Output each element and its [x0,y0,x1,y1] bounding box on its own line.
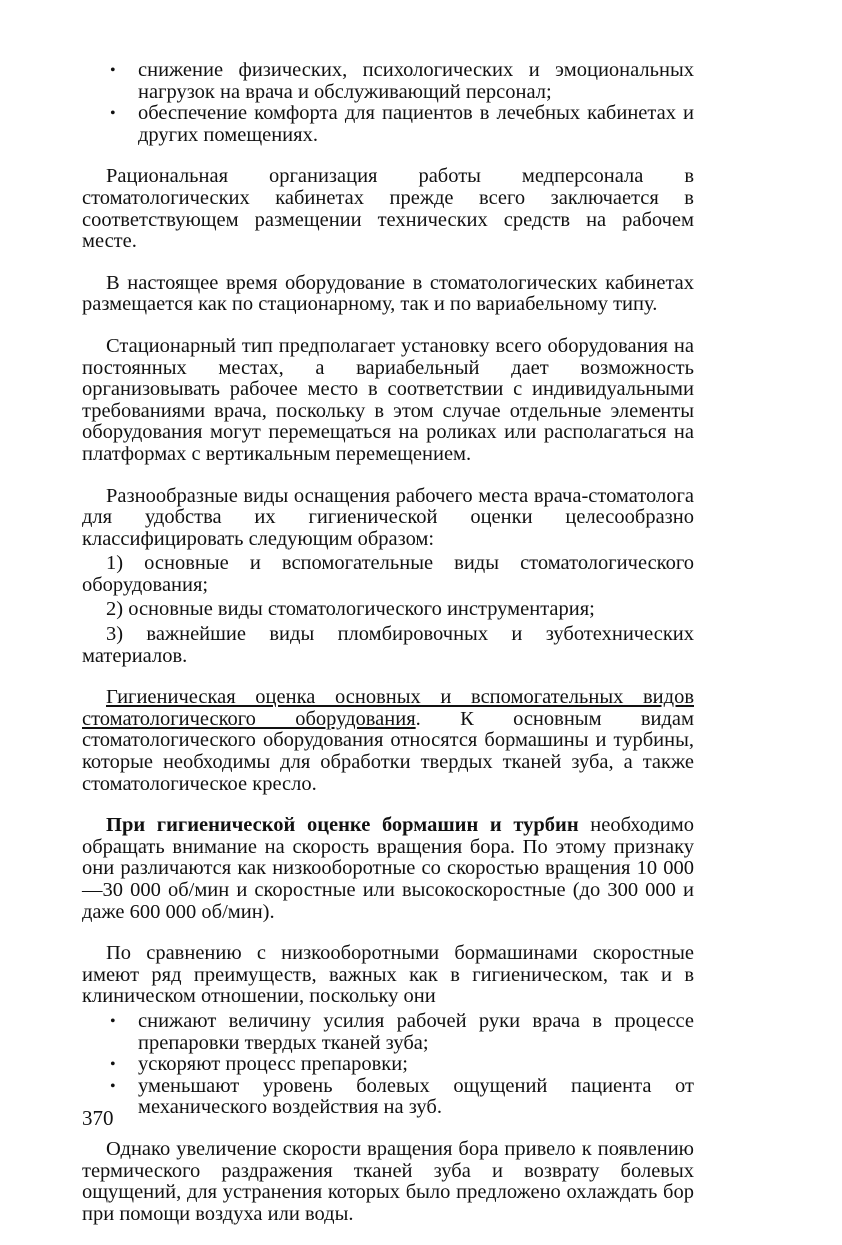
paragraph-text: . К основным видам стоматологического оборудования относятся бормашины и турбины, которые необходимы для обработки твердых тканей зуба, а также стоматологическое кресло. [82,707,694,795]
bullet-list-bottom [82,1011,694,1119]
paragraph-text: необходимо обращать внимание на скорость вращения бора. По этому признаку они различаются как низкооборотные со скоростью вращения 10 000—30 000 об/мин и скоростные или высокоскоростные (до 300 000 и даже 600 000 об/мин). [82,814,694,923]
list-item-text: ускоряют процесс препаровки; [138,1053,408,1076]
bullet-icon: • [110,62,116,79]
bullet-list-top [82,60,694,146]
paragraph-advantages: По сравнению с низкооборотными бормашинами скоростные имеют ряд преимуществ, важных как в гигиеническом, так и в клиническом отношении, поскольку они [82,942,694,1008]
bullet-icon: • [110,1012,116,1030]
list-item-text: обеспечение комфорта для пациентов в лечебных кабинетах и других помещениях. [138,102,694,146]
paragraph-drill-speed [82,815,694,923]
list-item [82,1054,694,1076]
enum-item-materials: 3) важнейшие виды пломбировочных и зуботехнических материалов. [82,623,694,667]
bullet-icon: • [110,1077,116,1095]
bullet-icon: • [110,1056,116,1074]
paragraph-organization: Рациональная организация работы медперсонала в стоматологических кабинетах прежде всего заключается в соответствующем размещении технических средств на рабочем месте. [82,165,694,253]
bullet-icon: • [110,105,116,123]
enum-item-instruments: 2) основные виды стоматологического инструментария; [106,598,595,621]
paragraph-classification: Разнообразные виды оснащения рабочего места врача-стоматолога для удобства их гигиенической оценки целесообразно классифицировать следующим образом: [82,484,694,550]
list-item-text: уменьшают уровень болевых ощущений пациента от механического воздействия на зуб. [138,1074,694,1119]
page-text [82,60,694,1245]
list-item [82,1011,694,1054]
enum-item-equipment: 1) основные и вспомогательные виды стоматологического оборудования; [82,552,694,596]
paragraph-equipment-assessment [82,687,694,795]
list-item [82,103,694,146]
section-heading-underlined: Гигиеническая оценка основных и вспомогательных видов стоматологического оборудования [82,686,694,730]
list-item-text: снижают величину усилия рабочей руки врача в процессе препаровки твердых тканей зуба; [138,1009,694,1054]
paragraph-cooling: Однако увеличение скорости вращения бора привело к появлению термического раздражения тканей зуба и возврату болевых ощущений, для устранения которых было предложено охлаждать бор при помощи воздуха или воды. [82,1137,694,1225]
paragraph-stationary-variable: Стационарный тип предполагает установку всего оборудования на постоянных местах, а вариабельный дает возможность организовывать рабочее место в соответствии с индивидуальными требованиями врача, поскольку в этом случае отдельные элементы оборудования могут перемещаться на роликах или располагаться на платформах с вертикальным перемещением. [82,334,694,465]
page-number: 370 [82,1106,114,1130]
paragraph-placement-types: В настоящее время оборудование в стоматологических кабинетах размещается как по стационарному, так и по вариабельному типу. [82,271,694,316]
bold-lead-in: При гигиенической оценке бормашин и турбин [106,814,579,837]
list-item [82,1076,694,1119]
list-item-text: снижение физических, психологических и эмоциональных нагрузок на врача и обслуживающий персонал; [138,59,694,103]
list-item [82,60,694,103]
